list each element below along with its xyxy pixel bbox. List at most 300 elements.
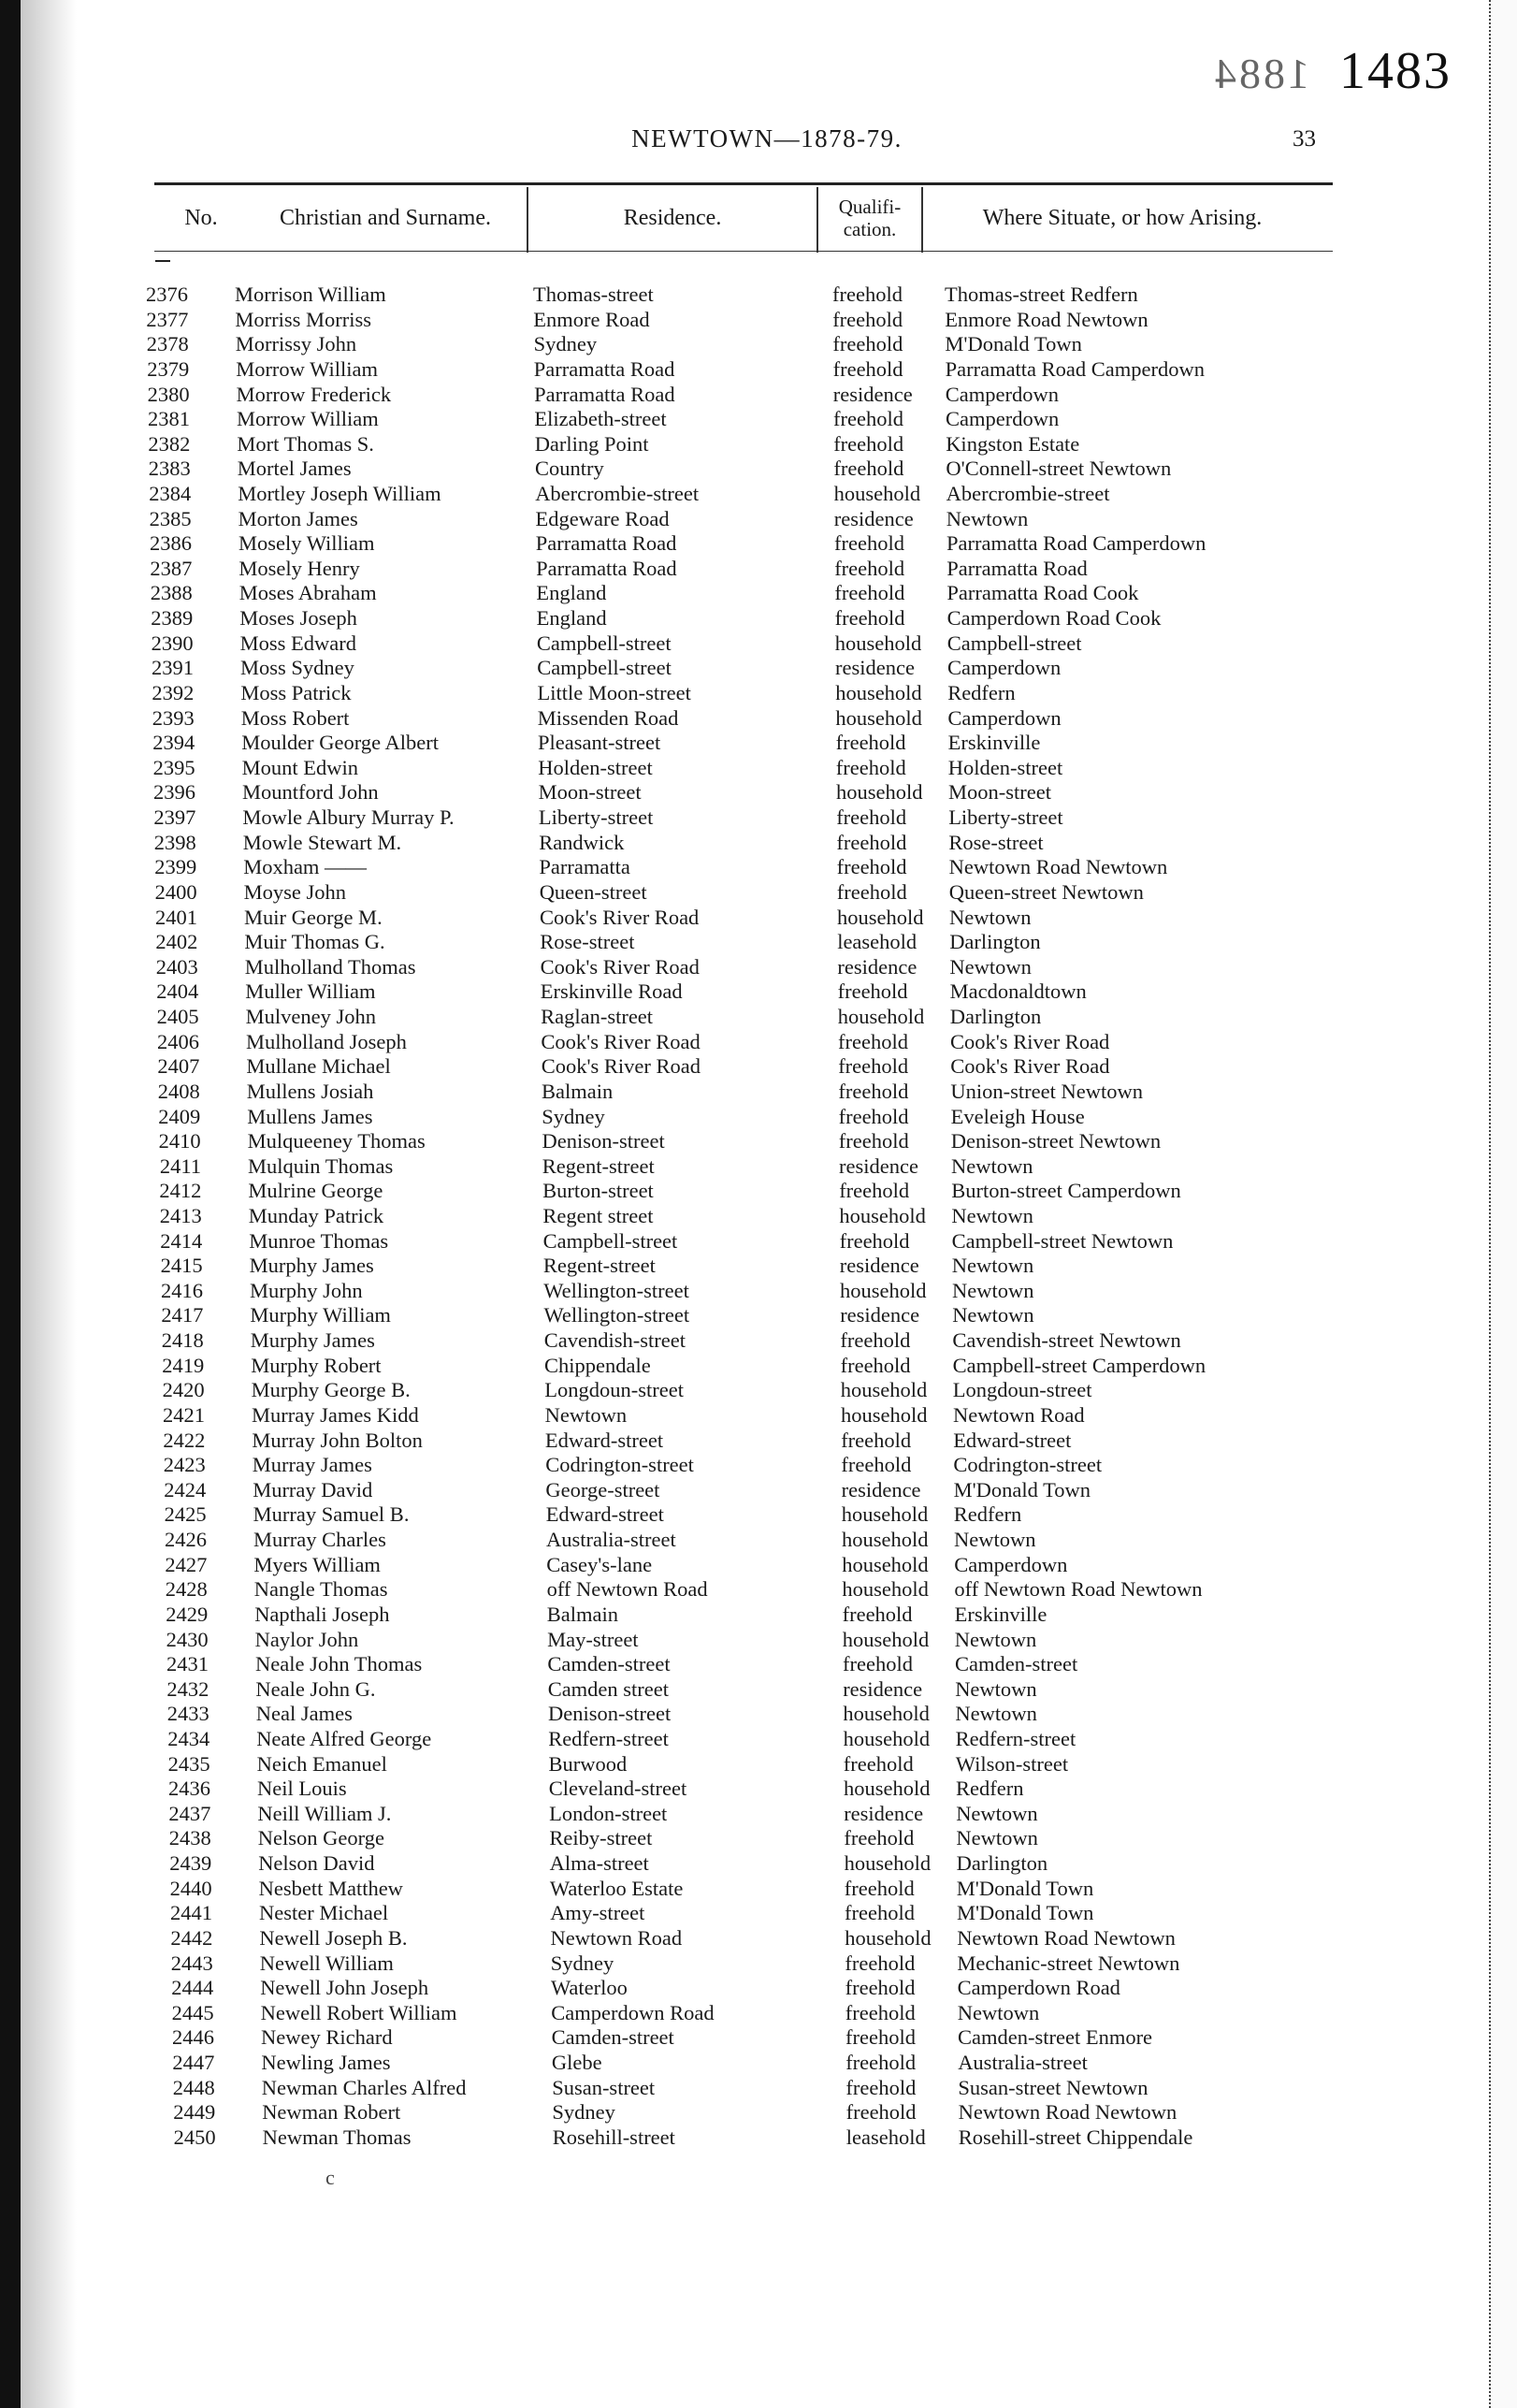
entry-qualification: residence [835, 656, 915, 680]
mirrored-stamp-number: 1884 [1212, 50, 1309, 97]
entry-number: 2428 [165, 1577, 208, 1602]
entry-name: Neill William J. [257, 1801, 392, 1825]
entry-name: Murphy James [249, 1254, 374, 1278]
entry-residence: Campbell-street [536, 631, 672, 655]
entry-residence: Cook's River Road [541, 1054, 701, 1079]
entry-where: Moon-street [948, 780, 1051, 805]
column-divider [816, 187, 818, 253]
entry-name: Morrison William [235, 283, 386, 306]
entry-residence: Reiby-street [549, 1826, 653, 1850]
entry-residence: Liberty-street [538, 805, 654, 829]
entry-where: Liberty-street [948, 805, 1063, 829]
entry-row [0, 506, 1517, 531]
entry-name: Newell William [259, 1951, 394, 1975]
entry-name: Neal James [255, 1702, 353, 1726]
entry-row [0, 1029, 1517, 1054]
entry-number: 2411 [159, 1153, 201, 1178]
entry-name: Nelson George [257, 1826, 384, 1850]
entry-row [0, 406, 1517, 431]
entry-qualification: freehold [844, 1826, 915, 1850]
entry-name: Mulholland Thomas [244, 954, 416, 979]
entry-row [0, 655, 1517, 680]
entry-name: Murphy John [250, 1278, 363, 1302]
entry-name: Neale John G. [255, 1676, 376, 1701]
entry-number: 2396 [153, 780, 195, 805]
entry-name: Mort Thomas S. [237, 431, 374, 456]
entry-number: 2384 [149, 482, 192, 505]
entry-qualification: household [841, 1502, 929, 1527]
entry-qualification: residence [839, 1153, 918, 1178]
entry-residence: Parramatta Road [536, 556, 677, 580]
entry-number: 2386 [150, 531, 192, 556]
entry-name: Nangle Thomas [253, 1577, 388, 1602]
entry-qualification: freehold [845, 1901, 915, 1925]
entry-where: Parramatta Road [946, 556, 1088, 580]
entry-number: 2381 [148, 407, 190, 431]
entry-qualification: freehold [836, 879, 907, 904]
entry-name: Neale John Thomas [255, 1652, 423, 1676]
entry-number: 2397 [153, 805, 196, 829]
entry-qualification: residence [837, 954, 917, 979]
entry-row [0, 2099, 1517, 2125]
entry-number: 2391 [152, 656, 194, 680]
header-no: No. [184, 205, 218, 230]
header-qualification: Qualifi-cation. [838, 195, 902, 240]
entry-where: M'Donald Town [957, 1901, 1094, 1925]
entry-number: 2437 [168, 1801, 211, 1825]
entry-qualification: household [836, 780, 923, 805]
entry-number: 2429 [166, 1602, 209, 1626]
entry-residence: Wellington-street [543, 1303, 690, 1327]
entry-row [0, 705, 1517, 731]
entry-row [0, 481, 1517, 506]
entry-where: Erskinville [954, 1602, 1047, 1626]
entry-qualification: freehold [836, 805, 907, 829]
entry-row [0, 2000, 1517, 2025]
entry-name: Murray John Bolton [252, 1428, 423, 1452]
entry-row [0, 1602, 1517, 1627]
entry-row [0, 580, 1517, 605]
entry-qualification: household [842, 1627, 930, 1651]
entry-residence: Rosehill-street [552, 2125, 675, 2149]
entry-where: Camperdown Road Cook [946, 606, 1162, 631]
entry-name: Mortley Joseph William [238, 482, 441, 505]
entry-residence: Little Moon-street [537, 680, 691, 704]
entry-number: 2412 [159, 1179, 202, 1203]
entry-residence: Waterloo [551, 1976, 628, 2000]
entry-row [0, 2125, 1517, 2150]
entry-number: 2439 [169, 1851, 212, 1876]
entry-qualification: freehold [841, 1428, 912, 1452]
entry-row [0, 1079, 1517, 1104]
entry-qualification: freehold [832, 332, 903, 356]
entry-residence: Edgeware Road [535, 506, 670, 530]
entry-row [0, 929, 1517, 954]
entry-where: Newtown [957, 2000, 1040, 2024]
entry-qualification: freehold [832, 283, 903, 306]
entry-qualification: freehold [838, 1129, 909, 1153]
entry-where: Newtown [956, 1801, 1038, 1825]
entry-number: 2440 [169, 1876, 212, 1900]
entry-residence: Rose-street [540, 930, 635, 954]
entry-name: Myers William [253, 1552, 381, 1576]
entry-where: Wilson-street [955, 1751, 1069, 1776]
entry-residence: Randwick [539, 830, 625, 854]
entry-name: Muller William [245, 979, 376, 1004]
entry-name: Munroe Thomas [249, 1228, 389, 1253]
entry-row [0, 282, 1517, 307]
entry-qualification: residence [833, 506, 914, 530]
entry-row [0, 854, 1517, 879]
entry-row [0, 1302, 1517, 1327]
entry-where: Erskinville [947, 731, 1041, 755]
entry-number: 2409 [158, 1104, 201, 1128]
entry-where: Newtown [956, 1826, 1038, 1850]
entry-qualification: freehold [833, 431, 904, 456]
folio-number: 33 [1293, 126, 1316, 152]
entry-where: Edward-street [953, 1428, 1072, 1452]
entry-row [0, 456, 1517, 481]
entry-residence: Cavendish-street [543, 1328, 686, 1352]
entry-where: Newtown [954, 1627, 1037, 1651]
entry-number: 2413 [159, 1203, 202, 1227]
entry-qualification: household [842, 1528, 929, 1551]
entry-residence: Australia-street [546, 1528, 676, 1551]
entry-qualification: freehold [834, 606, 905, 631]
header-rule-top [154, 182, 1333, 185]
entry-row [0, 631, 1517, 656]
entry-row [0, 1178, 1517, 1203]
entry-number: 2436 [168, 1777, 210, 1801]
entry-row [0, 805, 1517, 830]
entry-qualification: residence [844, 1801, 924, 1825]
entry-residence: Edward-street [545, 1502, 664, 1527]
entry-number: 2404 [156, 979, 199, 1004]
entry-row [0, 1676, 1517, 1702]
entry-qualification: freehold [832, 356, 903, 381]
entry-where: Holden-street [947, 755, 1063, 779]
entry-residence: Edward-street [544, 1428, 664, 1452]
entry-number: 2402 [155, 930, 198, 954]
entry-residence: Cleveland-street [548, 1777, 687, 1801]
entry-name: Newey Richard [261, 2025, 393, 2050]
entry-where: off Newtown Road Newtown [954, 1577, 1203, 1602]
entry-residence: Parramatta [539, 855, 630, 879]
entry-qualification: household [843, 1702, 930, 1726]
entry-residence: Erskinville Road [540, 979, 683, 1004]
entry-row [0, 2075, 1517, 2100]
entry-qualification: freehold [833, 457, 904, 481]
entry-where: Mechanic-street Newtown [957, 1951, 1180, 1975]
entry-number: 2394 [152, 731, 195, 755]
header-residence: Residence. [623, 205, 722, 230]
entry-row [0, 1402, 1517, 1428]
header-where: Where Situate, or how Arising. [982, 205, 1263, 230]
entry-residence: Denison-street [548, 1702, 672, 1726]
entry-residence: England [536, 581, 607, 605]
entry-qualification: freehold [839, 1179, 910, 1203]
entry-qualification: residence [841, 1477, 921, 1501]
entry-number: 2382 [148, 431, 191, 456]
entry-name: Neil Louis [257, 1777, 347, 1801]
entry-row [0, 1353, 1517, 1378]
entry-name: Mullane Michael [246, 1054, 391, 1079]
entry-row [0, 1951, 1517, 1976]
entry-qualification: freehold [834, 556, 905, 580]
title-years: —1878-79. [773, 124, 903, 152]
entry-name: Muir George M. [244, 905, 383, 929]
entry-row [0, 1801, 1517, 1826]
entry-row [0, 1701, 1517, 1726]
entry-row [0, 1228, 1517, 1254]
entry-where: Camperdown [947, 656, 1062, 680]
entry-number: 2385 [149, 506, 192, 530]
entry-number: 2414 [160, 1228, 203, 1253]
entry-row [0, 1053, 1517, 1079]
entry-row [0, 954, 1517, 979]
entry-where: Codrington-street [953, 1453, 1103, 1477]
entry-where: Queen-street Newtown [948, 879, 1144, 904]
entry-name: Mulqueeney Thomas [247, 1129, 426, 1153]
entry-residence: Burton-street [542, 1179, 654, 1203]
entry-number: 2380 [147, 382, 190, 406]
page-number: 1483 [1339, 42, 1452, 100]
entry-number: 2387 [150, 556, 193, 580]
entry-number: 2425 [164, 1502, 207, 1527]
entry-where: Newtown [952, 1278, 1034, 1302]
entry-number: 2438 [168, 1826, 211, 1850]
entry-row [0, 1975, 1517, 2000]
entry-where: M'Donald Town [956, 1876, 1094, 1900]
entry-where: Newtown [951, 1203, 1033, 1227]
entry-number: 2422 [163, 1428, 206, 1452]
entry-row [0, 1128, 1517, 1153]
entry-where: Parramatta Road Camperdown [946, 531, 1206, 556]
entry-where: Newtown [955, 1702, 1037, 1726]
entry-name: Mulholland Joseph [246, 1029, 407, 1053]
entry-name: Morrow William [237, 407, 379, 431]
entry-where: Redfern [947, 680, 1016, 704]
entry-qualification: freehold [840, 1328, 911, 1352]
entry-residence: Burwood [548, 1751, 628, 1776]
entry-where: Eveleigh House [950, 1104, 1085, 1128]
entry-row [0, 307, 1517, 332]
entry-qualification: household [842, 1577, 929, 1602]
entry-qualification: freehold [845, 2000, 916, 2024]
entry-qualification: household [833, 482, 921, 505]
entry-residence: Cook's River Road [541, 1029, 701, 1053]
entry-name: Murray Charles [253, 1528, 386, 1551]
entry-name: Murray James Kidd [252, 1402, 419, 1427]
entry-qualification: freehold [838, 1104, 909, 1128]
print-mark: c [325, 2166, 335, 2189]
entry-residence: off Newtown Road [546, 1577, 708, 1602]
entry-where: Newtown [949, 954, 1032, 979]
entry-number: 2446 [172, 2025, 214, 2050]
entry-row [0, 680, 1517, 705]
entry-name: Morrow William [236, 356, 378, 381]
entry-qualification: freehold [836, 830, 907, 854]
entry-number: 2395 [152, 755, 195, 779]
entry-number: 2383 [148, 457, 191, 481]
entry-where: Camperdown [947, 705, 1062, 730]
entry-row [0, 879, 1517, 905]
entry-residence: Regent-street [542, 1254, 656, 1278]
entry-residence: Camden-street [547, 1652, 671, 1676]
entry-name: Naylor John [254, 1627, 359, 1651]
entry-residence: Queen-street [539, 879, 647, 904]
entry-row [0, 1726, 1517, 1751]
entry-qualification: residence [832, 382, 913, 406]
entry-residence: Missenden Road [537, 705, 679, 730]
entry-row [0, 331, 1517, 356]
entry-number: 2421 [163, 1402, 205, 1427]
entry-where: Thomas-street Redfern [945, 283, 1138, 306]
entry-number: 2406 [157, 1029, 199, 1053]
entry-qualification: freehold [845, 1976, 916, 2000]
entry-row [0, 1104, 1517, 1129]
entry-where: O'Connell-street Newtown [946, 457, 1172, 481]
entry-where: Newtown [952, 1303, 1034, 1327]
entry-name: Napthali Joseph [254, 1602, 390, 1626]
entry-residence: Waterloo Estate [549, 1876, 684, 1900]
rule-dash [155, 260, 170, 262]
entry-where: Newtown Road [953, 1402, 1085, 1427]
entry-qualification: freehold [836, 855, 907, 879]
entry-where: Darlington [956, 1851, 1048, 1876]
entry-residence: Parramatta Road [533, 356, 675, 381]
entry-qualification: freehold [842, 1602, 913, 1626]
entry-where: Redfern-street [955, 1727, 1076, 1750]
entry-residence: Elizabeth-street [534, 407, 667, 431]
entry-number: 2389 [151, 606, 194, 631]
entry-residence: Regent street [542, 1203, 654, 1227]
entry-residence: Casey's-lane [546, 1552, 653, 1576]
entry-name: Newman Charles Alfred [261, 2075, 467, 2099]
entry-number: 2405 [156, 1005, 199, 1028]
entry-number: 2435 [167, 1751, 210, 1776]
column-divider [527, 187, 528, 253]
entry-row [0, 1477, 1517, 1502]
entry-number: 2443 [170, 1951, 213, 1975]
entry-residence: Pleasant-street [538, 731, 661, 755]
entry-name: Nester Michael [259, 1901, 389, 1925]
entry-residence: Camden-street [551, 2025, 674, 2050]
entry-residence: Camden street [547, 1676, 670, 1701]
entry-qualification: freehold [844, 1876, 915, 1900]
entry-number: 2393 [152, 705, 195, 730]
entry-qualification: household [835, 705, 922, 730]
entry-qualification: household [842, 1552, 929, 1576]
entry-row [0, 1900, 1517, 1925]
entry-residence: Newtown Road [550, 1925, 683, 1950]
entry-number: 2403 [155, 954, 198, 979]
entry-where: Australia-street [958, 2051, 1088, 2074]
entry-number: 2427 [165, 1552, 208, 1576]
entry-qualification: freehold [838, 1054, 909, 1079]
entry-number: 2399 [154, 855, 197, 879]
entry-name: Murray James [252, 1453, 372, 1477]
entry-residence: Sydney [533, 332, 598, 356]
entry-qualification: freehold [837, 979, 908, 1004]
entry-where: Redfern [956, 1777, 1024, 1801]
entry-residence: Alma-street [549, 1851, 649, 1876]
entry-residence: May-street [547, 1627, 639, 1651]
entry-name: Murphy George B. [251, 1378, 411, 1402]
entry-name: Mowle Albury Murray P. [242, 805, 455, 829]
entry-name: Murphy William [250, 1303, 391, 1327]
entry-residence: Glebe [551, 2051, 602, 2074]
entry-residence: George-street [545, 1477, 660, 1501]
entry-name: Mosely William [238, 531, 375, 556]
entry-qualification: freehold [845, 1951, 916, 1975]
entry-residence: Chippendale [544, 1353, 651, 1377]
entry-row [0, 2050, 1517, 2075]
entry-name: Neate Alfred George [256, 1727, 432, 1750]
entry-number: 2376 [146, 283, 188, 306]
entry-number: 2426 [165, 1528, 207, 1551]
entry-residence: Thomas-street [533, 283, 654, 306]
entry-row [0, 1327, 1517, 1353]
entry-number: 2445 [171, 2000, 214, 2024]
entry-name: Nesbett Matthew [258, 1876, 403, 1900]
entry-qualification: household [845, 1925, 932, 1950]
entry-number: 2378 [146, 332, 189, 356]
entry-name: Moses Joseph [239, 606, 357, 631]
entry-number: 2418 [161, 1328, 204, 1352]
entry-name: Moyse John [243, 879, 346, 904]
entry-row [0, 1825, 1517, 1850]
entry-row [0, 1576, 1517, 1602]
entry-residence: Cook's River Road [540, 954, 700, 979]
entry-residence: Balmain [542, 1079, 614, 1103]
entry-row [0, 1651, 1517, 1676]
entry-row [0, 830, 1517, 855]
entry-qualification: freehold [835, 731, 906, 755]
entry-name: Mortel James [237, 457, 352, 481]
entry-name: Morton James [238, 506, 358, 530]
entry-residence: Sydney [542, 1104, 605, 1128]
entry-row [0, 755, 1517, 780]
entry-where: Union-street Newtown [950, 1079, 1143, 1103]
entry-row [0, 1527, 1517, 1552]
entry-where: Camden-street Enmore [958, 2025, 1153, 2050]
entry-name: Neich Emanuel [256, 1751, 387, 1776]
entry-row [0, 730, 1517, 755]
entry-where: Longdoun-street [952, 1378, 1092, 1402]
entry-where: Enmore Road Newtown [945, 307, 1149, 331]
entry-residence: Abercrombie-street [535, 482, 700, 505]
entry-row [0, 1627, 1517, 1652]
entry-row [0, 2024, 1517, 2050]
entry-name: Murray Samuel B. [253, 1502, 410, 1527]
entry-row [0, 1552, 1517, 1577]
entry-name: Moses Abraham [238, 581, 377, 605]
entry-qualification: freehold [843, 1652, 913, 1676]
entry-residence: Parramatta Road [535, 531, 677, 556]
entry-row [0, 1850, 1517, 1876]
entry-qualification: household [837, 1005, 925, 1028]
entry-number: 2433 [166, 1702, 209, 1726]
entry-qualification: freehold [845, 2051, 917, 2074]
entry-where: Newtown [954, 1528, 1036, 1551]
entry-where: M'Donald Town [953, 1477, 1091, 1501]
entry-where: Rose-street [948, 830, 1044, 854]
entry-number: 2388 [150, 581, 193, 605]
entry-qualification: freehold [845, 2100, 917, 2125]
entry-qualification: household [840, 1378, 928, 1402]
entry-where: Newtown Road Newtown [957, 1925, 1176, 1950]
